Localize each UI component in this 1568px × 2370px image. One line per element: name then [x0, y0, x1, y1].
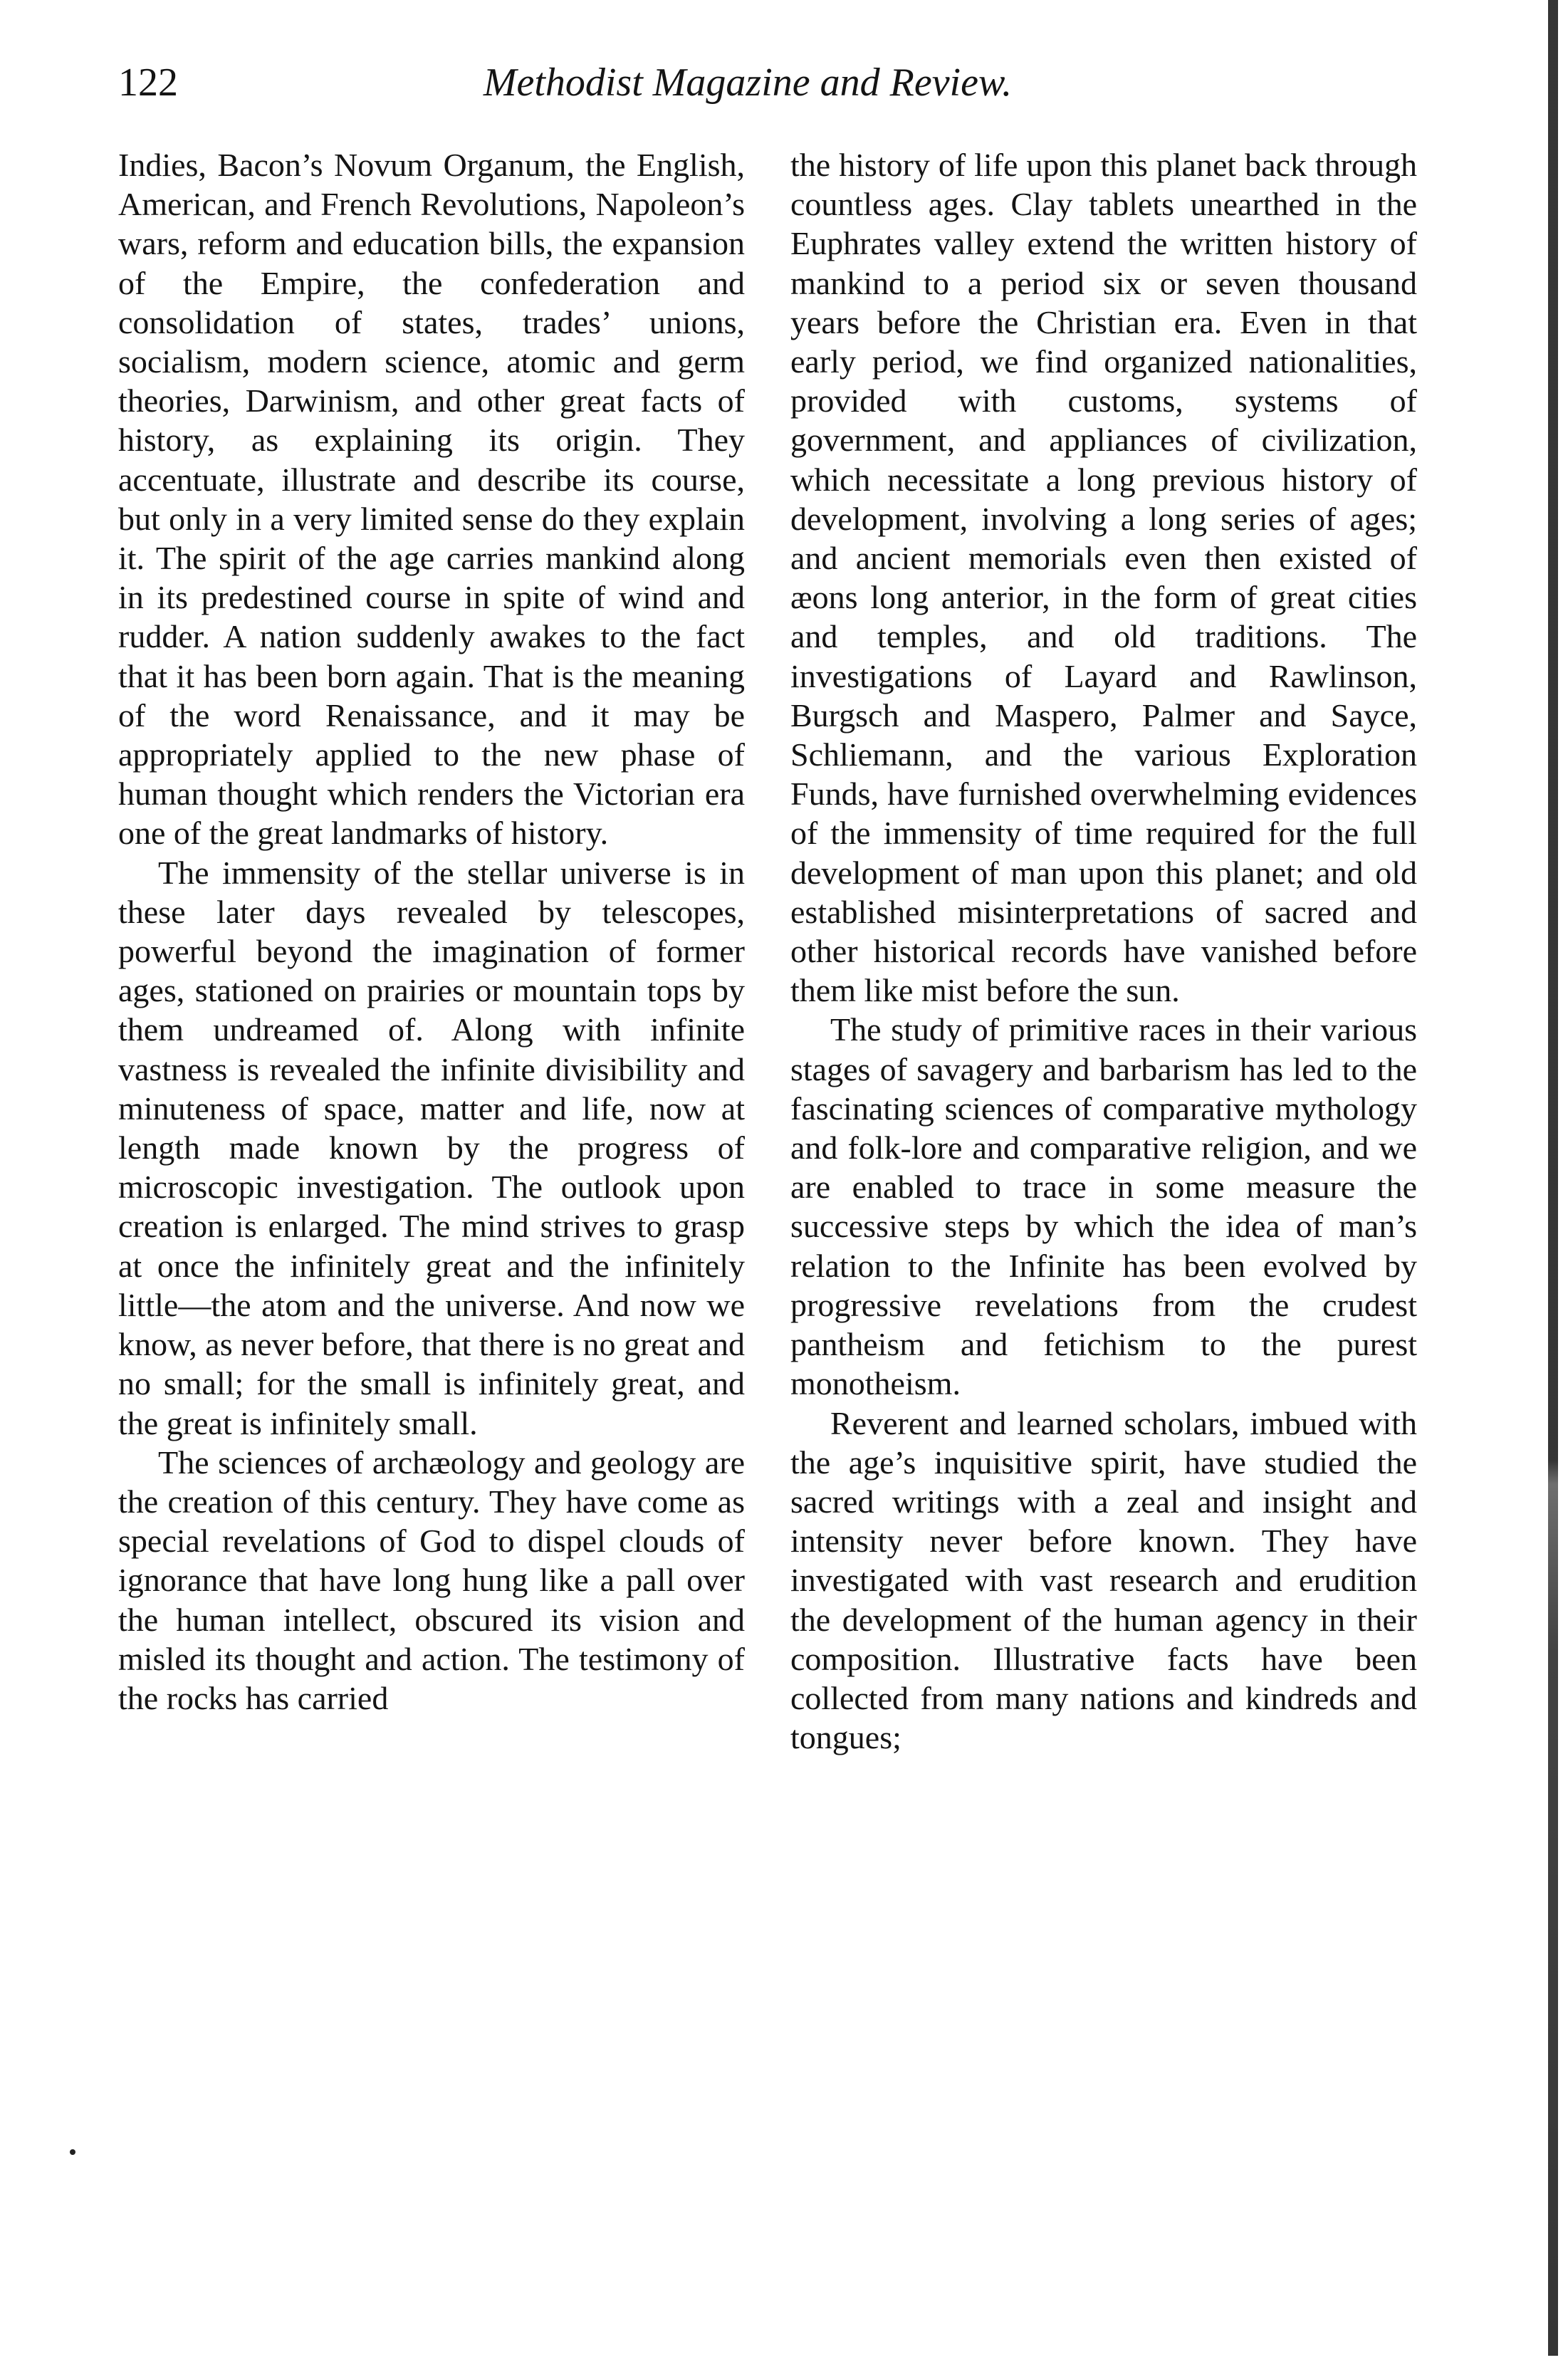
- right-column: [790, 145, 1417, 1757]
- left-paragraph-1: Indies, Bacon’s Novum Organum, the English, American, and French Revolutions, Napoleon’s wars, reform and education bills, the expansion of the Empire, the confederation and consolidation of states, trades’ unions, socialism, modern science, atomic and germ theories, Darwinism, and other great facts of history, as explaining its origin. They accentuate, illustrate and describe its course, but only in a very limited sense do they explain it. The spirit of the age carries mankind along in its predestined course in spite of wind and rudder. A nation suddenly awakes to the fact that it has been born again. That is the meaning of the word Renaissance, and it may be appropriately applied to the new phase of human thought which renders the Victorian era one of the great landmarks of history.: [118, 147, 745, 852]
- left-paragraph-2: The immensity of the stellar universe is in these later days revealed by telescopes, powerful beyond the imagination of former ages, stationed on prairies or mountain tops by them undreamed of. Along with infinite vastness is revealed the infinite divisibility and minuteness of space, matter and life, now at length made known by the progress of microscopic investigation. The outlook upon creation is enlarged. The mind strives to grasp at once the infinitely great and the infinitely little—the atom and the universe. And now we know, as never before, that there is no great and no small; for the small is infinitely great, and the great is infinitely small.: [118, 854, 745, 1441]
- right-paragraph-1: the history of life upon this planet back through countless ages. Clay tablets unearthed in the Euphrates valley extend the written history of mankind to a period six or seven thousand years before the Christian era. Even in that early period, we find organized nationalities, provided with customs, systems of government, and appliances of civilization, which necessitate a long previous history of development, involving a long series of ages; and ancient memorials even then existed of æons long anterior, in the form of great cities and temples, and old traditions. The investigations of Layard and Rawlinson, Burgsch and Maspero, Palmer and Sayce, Schliemann, and the various Exploration Funds, have furnished overwhelming evidences of the immensity of time required for the full development of man upon this planet; and old established misinterpretations of sacred and other historical records have vanished before them like mist before the sun.: [790, 147, 1417, 1009]
- page-number: 122: [118, 61, 178, 105]
- right-paragraph-2: The study of primitive races in their various stages of savagery and barbarism has led to the fascinating sciences of comparative mythology and folk-lore and comparative religion, and we are enabled to trace in some measure the successive steps by which the idea of man’s relation to the Infinite has been evolved by progressive revelations from the crudest pantheism and fetichism to the purest monotheism.: [790, 1011, 1417, 1402]
- right-paragraph-3: Reverent and learned scholars, imbued with the age’s inquisitive spirit, have studied the sacred writings with a zeal and insight and intensity never before known. They have investigated with vast research and erudition the development of the human agency in their composition. Illustrative facts have been collected from many nations and kindreds and tongues;: [790, 1404, 1417, 1756]
- scan-speck: [70, 2149, 75, 2155]
- left-paragraph-3: The sciences of archæology and geology are the creation of this century. They have come as special revelations of God to dispel clouds of ignorance that have long hung like a pall over the human intellect, obscured its vision and misled its thought and action. The testimony of the rocks has carried: [118, 1444, 745, 1716]
- running-title: Methodist Magazine and Review.: [483, 61, 1013, 105]
- scan-binding-edge: [1548, 0, 1558, 2356]
- left-column: [118, 145, 745, 1718]
